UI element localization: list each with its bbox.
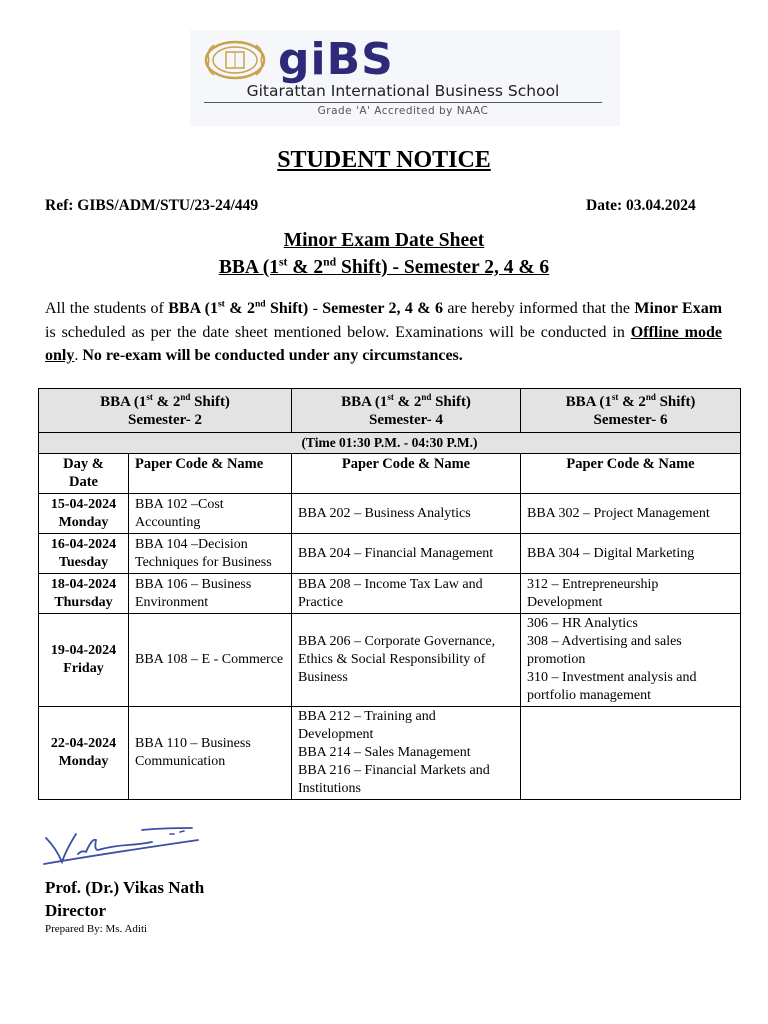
paper-entry: BBA 212 – Training and Development (298, 709, 436, 742)
exam-rows (39, 494, 741, 800)
table-row (39, 707, 741, 800)
paper-entry: BBA 110 – Business Communication (135, 736, 251, 769)
paper-entry: BBA 104 –Decision Techniques for Business (135, 536, 272, 570)
col-day-date: Day & Date (39, 454, 129, 494)
paper-cell-s6 (521, 614, 741, 707)
paper-cell-s4 (292, 494, 521, 534)
paper-cell-s6 (521, 574, 741, 614)
paper-cell-s4 (292, 707, 521, 800)
school-name: Gitarattan International Business School (246, 82, 560, 100)
exam-day-date: 16-04-2024 Tuesday (39, 534, 129, 574)
column-header-row (39, 454, 741, 494)
date-sheet-title: Minor Exam Date Sheet (283, 230, 485, 251)
notice-paragraph: All the students of BBA (1st & 2nd Shift) - Semester 2, 4 & 6 are hereby informed that the Minor Exam is scheduled as per the date sheet mentioned below. Examinations will be conducted in Offline mode only. No re-exam will be conducted under any circumstances. (45, 298, 723, 364)
exam-day-date: 15-04-2024 Monday (39, 494, 129, 534)
paper-entry: BBA 216 – Financial Markets and Institutions (298, 763, 490, 796)
semester-2-header: BBA (1st & 2nd Shift) Semester- 2 (39, 389, 292, 433)
reference-number: Ref: GIBS/ADM/STU/23-24/449 (45, 197, 259, 214)
col-paper-sem2: Paper Code & Name (129, 454, 292, 494)
paper-cell-s4 (292, 534, 521, 574)
table-row (39, 614, 741, 707)
paper-entry: BBA 302 – Project Management (527, 505, 710, 521)
logo-divider (204, 102, 602, 103)
paper-cell-s6 (521, 534, 741, 574)
paper-entry: BBA 204 – Financial Management (298, 545, 494, 561)
semester-6-header: BBA (1st & 2nd Shift) Semester- 6 (521, 389, 741, 433)
brand-wordmark: giBS (278, 34, 394, 85)
col-paper-sem6: Paper Code & Name (521, 454, 741, 494)
paper-entry: 312 – Entrepreneurship Development (527, 576, 659, 610)
exam-time: (Time 01:30 P.M. - 04:30 P.M.) (39, 433, 741, 454)
director-signature (42, 820, 202, 876)
signatory-name: Prof. (Dr.) Vikas Nath (45, 878, 205, 897)
notice-date: Date: 03.04.2024 (586, 197, 696, 214)
paper-entry: 306 – HR Analytics (527, 616, 638, 631)
paper-entry: BBA 202 – Business Analytics (298, 505, 471, 521)
paper-entry: BBA 214 – Sales Management (298, 745, 471, 760)
paper-cell-s6 (521, 707, 741, 800)
institute-logo (190, 30, 620, 126)
paper-entry: BBA 206 – Corporate Governance, Ethics & Social Responsibility of Business (298, 634, 496, 685)
paper-cell-s4 (292, 614, 521, 707)
paper-entry: 308 – Advertising and sales promotion (527, 634, 682, 667)
table-row (39, 534, 741, 574)
paper-cell-s2 (129, 534, 292, 574)
paper-cell-s6 (521, 494, 741, 534)
paper-cell-s2 (129, 494, 292, 534)
exam-day-date: 18-04-2024 Thursday (39, 574, 129, 614)
paper-entry: BBA 208 – Income Tax Law and Practice (298, 576, 483, 610)
table-row (39, 574, 741, 614)
paper-entry: BBA 102 –Cost Accounting (135, 496, 224, 530)
exam-day-date: 19-04-2024 Friday (39, 614, 129, 707)
paper-cell-s2 (129, 574, 292, 614)
prepared-by: Prepared By: Ms. Aditi (45, 923, 148, 935)
semester-4-header: BBA (1st & 2nd Shift) Semester- 4 (292, 389, 521, 433)
exam-day-date: 22-04-2024 Monday (39, 707, 129, 800)
signatory-role: Director (45, 901, 107, 920)
col-paper-sem4: Paper Code & Name (292, 454, 521, 494)
paper-cell-s2 (129, 707, 292, 800)
paper-cell-s2 (129, 614, 292, 707)
time-row (39, 433, 741, 454)
program-title: BBA (1st & 2nd Shift) - Semester 2, 4 & 6 (218, 255, 550, 278)
table-row (39, 494, 741, 534)
semester-header-row (39, 389, 741, 433)
notice-title: STUDENT NOTICE (277, 147, 491, 173)
accreditation-text: Grade 'A' Accredited by NAAC (317, 105, 489, 117)
emblem-icon (204, 40, 266, 80)
paper-entry: BBA 108 – E - Commerce (135, 652, 284, 667)
paper-cell-s4 (292, 574, 521, 614)
paper-entry: 310 – Investment analysis and portfolio management (527, 670, 697, 703)
paper-entry: BBA 106 – Business Environment (135, 576, 252, 610)
paper-entry: BBA 304 – Digital Marketing (527, 545, 695, 561)
exam-date-sheet-table (38, 388, 741, 800)
